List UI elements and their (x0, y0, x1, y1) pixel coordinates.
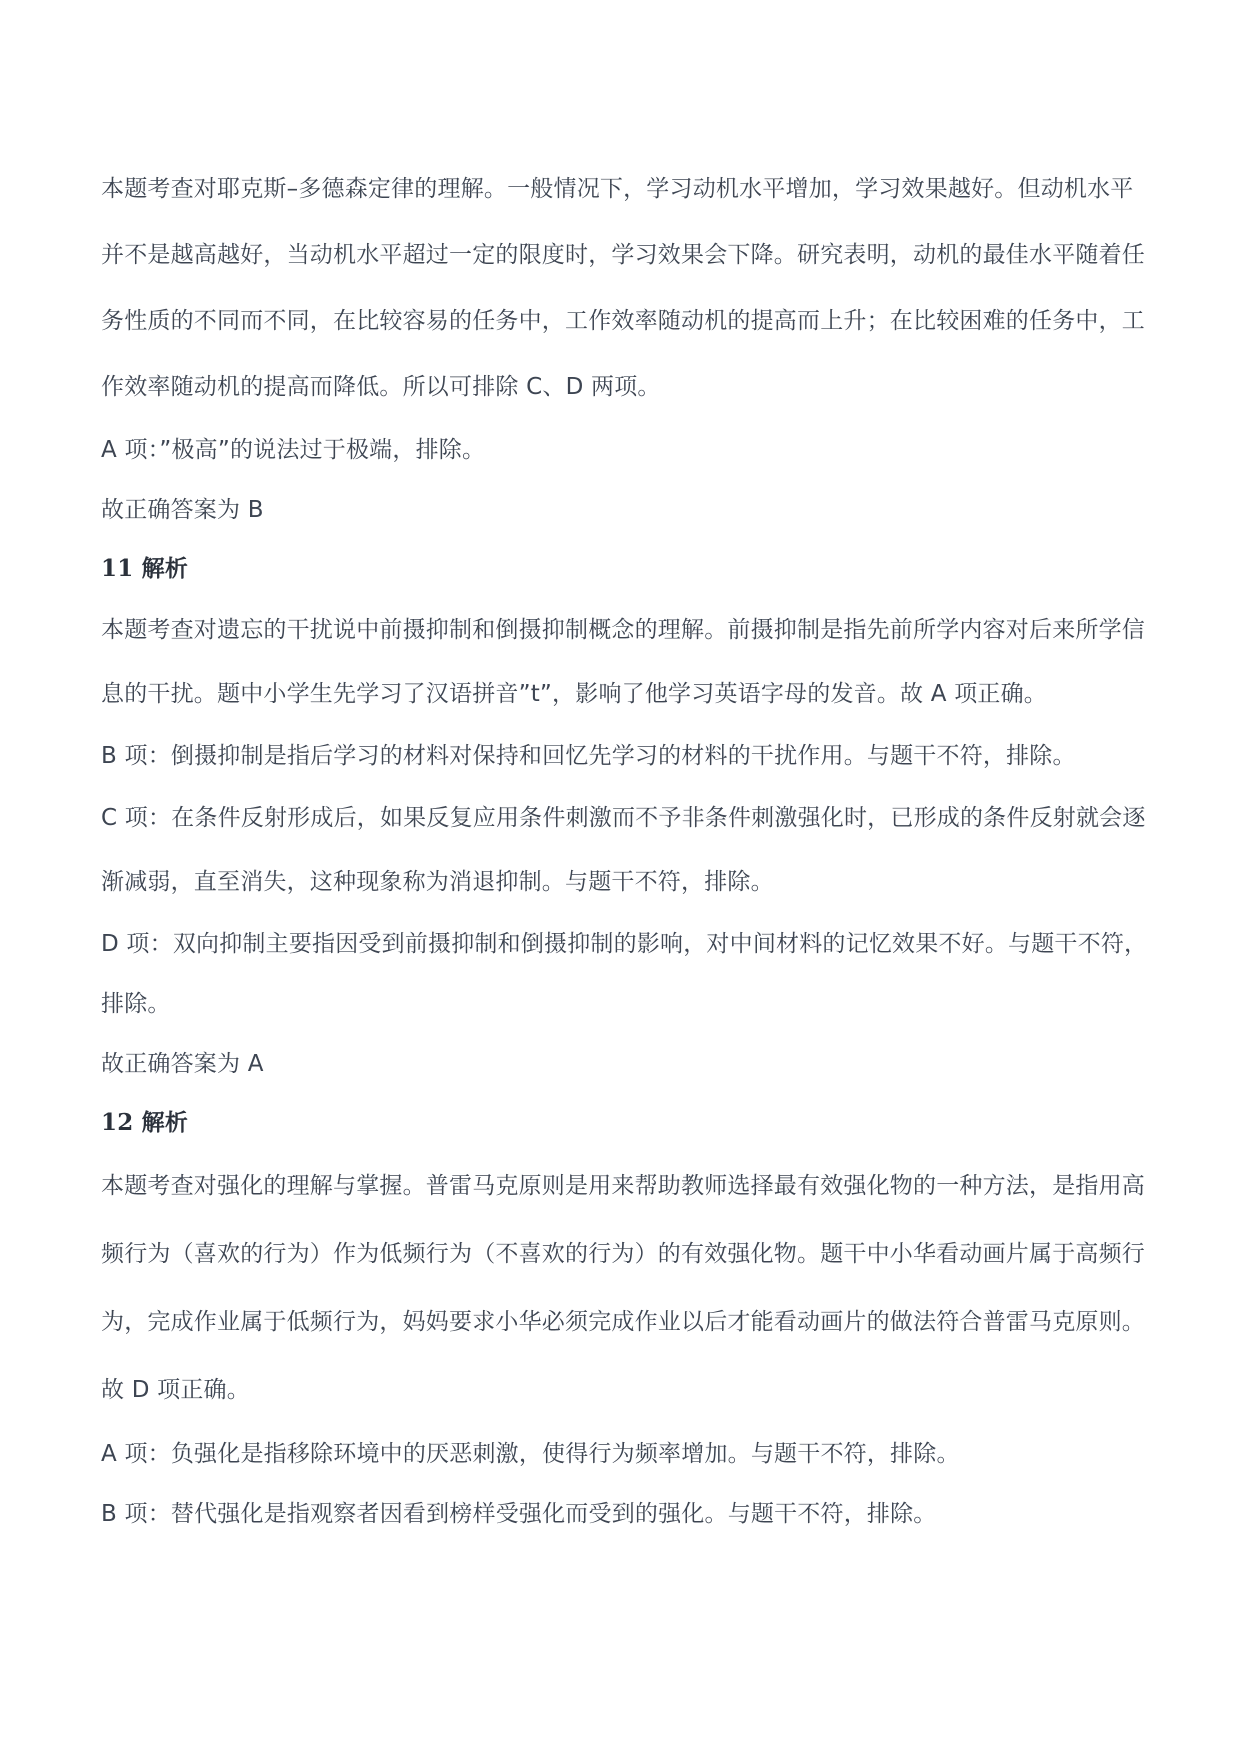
section-12-option-a: A 项：负强化是指移除环境中的厌恶刺激，使得行为频率增加。与题干不符，排除。 (101, 1441, 960, 1467)
section-12-heading: 12 解析 (101, 1109, 189, 1136)
section-10-option-a: A 项：”极高”的说法过于极端，排除。 (101, 437, 486, 463)
section-11-explanation-paragraph: 本题考查对遗忘的干扰说中前摄抑制和倒摄抑制概念的理解。前摄抑制是指先前所学内容对后来所学信息的干扰。题中小学生先学习了汉语拼音”t”，影响了他学习英语字母的发音。故 A 项正确。 (101, 617, 1145, 707)
section-10-answer: 故正确答案为 B (101, 497, 264, 523)
section-11-option-d: D 项：双向抑制主要指因受到前摄抑制和倒摄抑制的影响，对中间材料的记忆效果不好。与题干不符，排除。 (101, 931, 1148, 1017)
section-11-heading: 11 解析 (101, 555, 189, 582)
document-body (101, 156, 1151, 1544)
section-12-explanation-paragraph: 本题考查对强化的理解与掌握。普雷马克原则是用来帮助教师选择最有效强化物的一种方法，是指用高频行为（喜欢的行为）作为低频行为（不喜欢的行为）的有效强化物。题干中小华看动画片属于高频行为，完成作业属于低频行为，妈妈要求小华必须完成作业以后才能看动画片的做法符合普雷马克原则。故 D 项正确。 (101, 1173, 1145, 1403)
section-11-option-b: B 项：倒摄抑制是指后学习的材料对保持和回忆先学习的材料的干扰作用。与题干不符，排除。 (101, 743, 1076, 769)
section-11-option-c: C 项：在条件反射形成后，如果反复应用条件刺激而不予非条件刺激强化时，已形成的条件反射就会逐渐减弱，直至消失，这种现象称为消退抑制。与题干不符，排除。 (101, 805, 1146, 895)
section-11-answer: 故正确答案为 A (101, 1051, 264, 1077)
section-10-explanation-paragraph: 本题考查对耶克斯–多德森定律的理解。一般情况下，学习动机水平增加，学习效果越好。但动机水平并不是越高越好，当动机水平超过一定的限度时，学习效果会下降。研究表明，动机的最佳水平随着任务性质的不同而不同，在比较容易的任务中，工作效率随动机的提高而上升；在比较困难的任务中，工作效率随动机的提高而降低。所以可排除 C、D 两项。 (101, 176, 1145, 400)
section-12-option-b: B 项：替代强化是指观察者因看到榜样受强化而受到的强化。与题干不符，排除。 (101, 1501, 937, 1527)
